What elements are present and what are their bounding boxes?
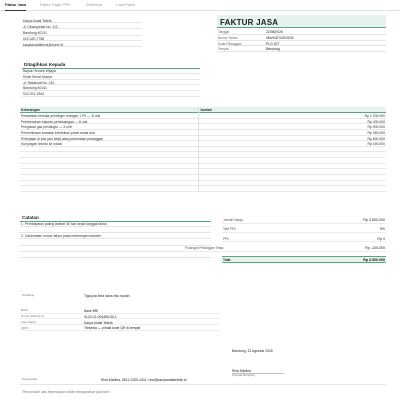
table-row (20, 186, 386, 192)
vendor-phone: 022-420-7788 (23, 36, 45, 41)
vendor-address-cell (22, 24, 142, 29)
item-amount[interactable]: Rp 350.000 (367, 130, 385, 135)
bill-to-phone[interactable]: 022-201-3344 (23, 92, 45, 97)
tab-faktur-jasa[interactable]: Faktur Jasa (5, 3, 27, 7)
item-description[interactable]: Kunjungan teknisi ke lokasi (21, 142, 62, 147)
total-row (222, 256, 386, 263)
totals-row (184, 245, 386, 252)
payment-value[interactable]: Karya Andal Teknik (84, 320, 113, 325)
note-row (20, 233, 211, 239)
item-description[interactable]: Pekerjaan di luar jam kerja atas permintaan pelanggan (21, 136, 104, 141)
inquiry-divider (20, 384, 386, 385)
invoice-document (14, 11, 386, 400)
item-amount[interactable]: Rp 600.000 (367, 136, 385, 141)
vendor-name-cell (22, 18, 142, 23)
note-row (20, 221, 211, 227)
payment-label: Atas Nama (21, 319, 36, 324)
invoice-title-bar (217, 15, 386, 28)
note-row (20, 240, 211, 246)
meta-label: Kode Pelanggan (218, 41, 242, 46)
payment-row (20, 320, 220, 326)
col-header-amount: Jumlah (200, 107, 212, 112)
payment-row (20, 326, 220, 332)
payment-value[interactable]: Tersedia — pindai kode QR di tempat (84, 326, 141, 331)
meta-value[interactable]: 084/KAT/VIII/2026 (266, 35, 294, 40)
note-row (20, 227, 211, 233)
item-description[interactable]: Pengisian gas pendingin — 3 unit (21, 125, 72, 130)
payment-value[interactable]: 0123-01-004455-50-1 (84, 314, 117, 319)
meta-label: Tanggal (218, 30, 230, 35)
totals-label: Potongan Pelanggan Tetap (185, 246, 224, 251)
bill-to-city[interactable]: Bandung 40141 (23, 86, 47, 91)
totals-label: Total (223, 258, 231, 263)
signature-name: Rina Marlina (232, 368, 252, 373)
vendor-email: karyaandalteknik@surel.id (23, 42, 63, 47)
inquiry-value[interactable]: Rina Marlina, 0812-2200-4411, rina@karyaandalteknik.id (101, 377, 187, 382)
payment-label: Bank (21, 308, 28, 312)
signature-role: (Kepala Bengkel) (232, 373, 256, 377)
sheet-tab-bar (0, 0, 400, 11)
totals-label: Tarif PPh (223, 227, 236, 232)
tab-faktur-pajak-ppn[interactable]: Faktur Pajak PPN (40, 3, 71, 7)
items-table-header (20, 107, 386, 113)
terbilang-label: Terbilang (22, 292, 35, 297)
terbilang-value[interactable]: Tiga juta lima ratus ribu rupiah (84, 293, 130, 298)
payment-row (20, 308, 220, 314)
meta-value[interactable]: Bandung (266, 47, 280, 52)
signature-place-date: Bandung, 22 Agustus 2026 (232, 349, 273, 353)
notes-title: Catatan (22, 215, 39, 220)
note-text[interactable]: 2. Cantumkan nomor faktur pada keterangan transfer. (21, 234, 102, 239)
item-description[interactable]: Pembersihan saluran pembuangan — 8 unit (21, 119, 88, 124)
vendor-email-cell (22, 42, 142, 47)
totals-value[interactable]: Rp 3.500.000 (363, 258, 385, 263)
meta-value[interactable]: PLG-027 (266, 41, 280, 46)
col-header-description: Keterangan (21, 107, 40, 112)
note-text[interactable]: 1. Pembayaran paling lambat 30 hari sejak tanggal faktur. (21, 221, 108, 226)
note-row (20, 246, 211, 252)
bill-to-name[interactable]: Bapak Hendra Wijaya (23, 69, 56, 74)
bill-to-title: Ditagihkan Kepada (24, 62, 66, 67)
totals-value[interactable]: 0% (379, 227, 385, 232)
totals-value[interactable]: Rp 3.600.000 (363, 218, 385, 223)
totals-row (222, 226, 386, 233)
meta-row-tempat (217, 47, 386, 53)
note-row (20, 252, 211, 258)
tab-cara-pakai[interactable]: Cara Pakai (116, 3, 135, 7)
item-description[interactable]: Perawatan berkala pendingin ruangan 1 PK — 8 unit (21, 114, 101, 118)
totals-label: PPh (223, 236, 230, 241)
totals-label: Jumlah Harga (223, 218, 243, 223)
inquiry-label: Pertanyaan (22, 377, 38, 381)
item-amount[interactable]: Rp 1.200.000 (364, 114, 385, 118)
bill-to-line (22, 86, 200, 91)
bill-to-line (22, 74, 200, 79)
totals-value[interactable]: Rp 0 (377, 236, 385, 241)
vendor-name: Karya Andal Teknik (23, 18, 52, 23)
vendor-city: Bandung 40131 (23, 31, 47, 36)
item-description[interactable]: Pemeriksaan instalasi kelistrikan panel lantai dua (21, 130, 95, 135)
item-amount[interactable]: Rp 400.000 (367, 119, 385, 124)
bill-to-line (22, 80, 200, 85)
vendor-address: Jl. Cihampelas No. 112 (23, 24, 58, 29)
payment-row (20, 314, 220, 320)
item-amount[interactable]: Rp 900.000 (367, 125, 385, 130)
totals-value[interactable]: Rp -100.000 (365, 246, 385, 251)
tab-referensi[interactable]: Referensi (86, 3, 103, 7)
meta-label: Tempat (218, 47, 229, 52)
totals-row (222, 217, 386, 224)
totals-row (222, 236, 386, 243)
payment-value[interactable]: Bank BRI (84, 308, 99, 313)
meta-value[interactable]: 22/08/2026 (266, 30, 283, 35)
bill-to-company[interactable]: Klinik Sehat Utama (23, 74, 52, 79)
invoice-header (217, 15, 386, 71)
bill-to-line (22, 92, 200, 97)
invoice-title: FAKTUR JASA (220, 17, 279, 27)
item-amount[interactable]: Rp 150.000 (367, 142, 385, 147)
meta-label: Nomor Faktur (218, 35, 238, 40)
footer-thanks: Terima kasih atas kepercayaan Anda menggunakan jasa kami. (22, 390, 111, 394)
bill-to-line (22, 69, 200, 74)
vendor-phone-cell (22, 36, 142, 41)
payment-label: QRIS (21, 325, 29, 330)
bill-to-address[interactable]: Jl. Setiabudi No. 210 (23, 80, 55, 85)
payment-label: Nomor Rekening (21, 313, 44, 318)
